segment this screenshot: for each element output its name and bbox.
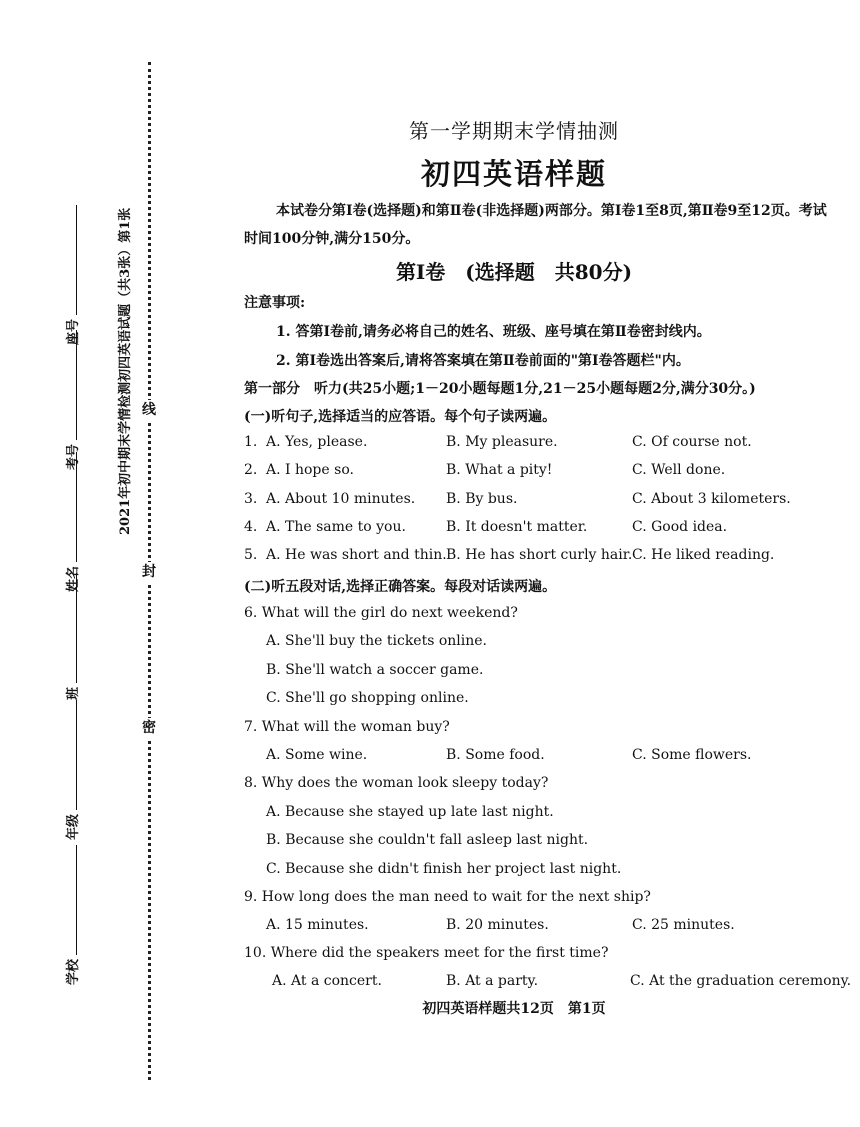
binding-mark-secret: 密 — [142, 720, 156, 736]
option-b[interactable]: B. Some food. — [446, 747, 545, 763]
option-b[interactable]: B. Because she couldn't fall asleep last night. — [266, 832, 589, 848]
page-footer: 初四英语样题共12页 第1页 — [422, 1001, 606, 1017]
options-row — [272, 973, 860, 995]
option-c[interactable]: C. 25 minutes. — [632, 917, 735, 933]
option-a[interactable]: A. 15 minutes. — [266, 917, 369, 933]
option-c[interactable]: C. He liked reading. — [632, 547, 775, 563]
option-b[interactable]: B. He has short curly hair. — [446, 547, 633, 563]
option-a[interactable]: A. I hope so. — [266, 462, 354, 478]
option-b[interactable]: B. 20 minutes. — [446, 917, 549, 933]
option-b[interactable]: B. What a pity! — [446, 462, 553, 478]
options-row — [266, 917, 860, 939]
option-a[interactable]: A. He was short and thin. — [266, 547, 447, 563]
option-c[interactable]: C. Well done. — [632, 462, 726, 478]
question-row — [244, 491, 844, 513]
notes-title: 注意事项: — [244, 295, 306, 311]
option-b[interactable]: B. By bus. — [446, 491, 518, 507]
exam-subtitle: 第一学期期末学情抽测 — [409, 119, 619, 143]
note-item: 2. 第Ⅰ卷选出答案后,请将答案填在第Ⅱ卷前面的"第Ⅰ卷答题栏"内。 — [276, 353, 690, 369]
field-grade[interactable]: 年级 — [62, 620, 84, 840]
field-exam-number[interactable]: 考号 — [62, 250, 84, 470]
section2-title: (二)听五段对话,选择正确答案。每段对话读两遍。 — [244, 579, 557, 595]
question-number: 5. — [244, 547, 258, 563]
binding-mark-line: 线 — [142, 402, 156, 418]
option-a[interactable]: A. She'll buy the tickets online. — [266, 633, 487, 649]
option-c[interactable]: C. Because she didn't finish her project last night. — [266, 861, 622, 877]
vertical-exam-title: 2021年初中期末学情检测初四英语试题（共3张）第1张 — [118, 207, 133, 535]
option-c[interactable]: C. Of course not. — [632, 434, 752, 450]
question-number: 3. — [244, 491, 258, 507]
question-stem: 7. What will the woman buy? — [244, 719, 450, 735]
exam-title: 初四英语样题 — [420, 157, 607, 191]
question-number: 4. — [244, 519, 258, 535]
part1-title: 第一部分 听力(共25小题;1－20小题每题1分,21－25小题每题2分,满分30分。) — [244, 381, 756, 397]
question-stem: 8. Why does the woman look sleepy today? — [244, 775, 549, 791]
option-c[interactable]: C. At the graduation ceremony. — [630, 973, 852, 989]
question-row — [244, 462, 844, 484]
field-class[interactable]: 班 — [62, 480, 84, 700]
option-b[interactable]: B. My pleasure. — [446, 434, 558, 450]
option-c[interactable]: C. Good idea. — [632, 519, 728, 535]
option-c[interactable]: C. She'll go shopping online. — [266, 690, 469, 706]
field-seat-number[interactable]: 座号 — [62, 125, 84, 345]
question-row — [244, 547, 844, 569]
field-name[interactable]: 姓名 — [62, 372, 84, 592]
section1-title: (一)听句子,选择适当的应答语。每个句子读两遍。 — [244, 409, 557, 425]
question-row — [244, 434, 844, 456]
option-a[interactable]: A. The same to you. — [266, 519, 406, 535]
option-a[interactable]: A. At a concert. — [272, 973, 382, 989]
question-number: 2. — [244, 462, 258, 478]
option-a[interactable]: A. Yes, please. — [266, 434, 368, 450]
exam-intro: 本试卷分第Ⅰ卷(选择题)和第Ⅱ卷(非选择题)两部分。第Ⅰ卷1至8页,第Ⅱ卷9至12页。考试时间100分钟,满分150分。 — [244, 203, 827, 247]
binding-mark-seal: 封 — [142, 564, 156, 580]
note-item: 1. 答第Ⅰ卷前,请务必将自己的姓名、班级、座号填在第Ⅱ卷密封线内。 — [276, 324, 711, 340]
option-a[interactable]: A. Because she stayed up late last night. — [266, 804, 554, 820]
option-b[interactable]: B. It doesn't matter. — [446, 519, 588, 535]
question-stem: 6. What will the girl do next weekend? — [244, 605, 518, 621]
field-school[interactable]: 学校 — [62, 765, 84, 985]
options-row — [266, 747, 860, 769]
option-b[interactable]: B. At a party. — [446, 973, 539, 989]
option-b[interactable]: B. She'll watch a soccer game. — [266, 662, 484, 678]
question-stem: 9. How long does the man need to wait for the next ship? — [244, 889, 651, 905]
question-number: 1. — [244, 434, 258, 450]
question-row — [244, 519, 844, 541]
option-c[interactable]: C. About 3 kilometers. — [632, 491, 791, 507]
option-c[interactable]: C. Some flowers. — [632, 747, 752, 763]
option-a[interactable]: A. About 10 minutes. — [266, 491, 416, 507]
volume-title: 第Ⅰ卷 (选择题 共80分) — [395, 260, 633, 284]
option-a[interactable]: A. Some wine. — [266, 747, 368, 763]
question-stem: 10. Where did the speakers meet for the first time? — [244, 945, 609, 961]
